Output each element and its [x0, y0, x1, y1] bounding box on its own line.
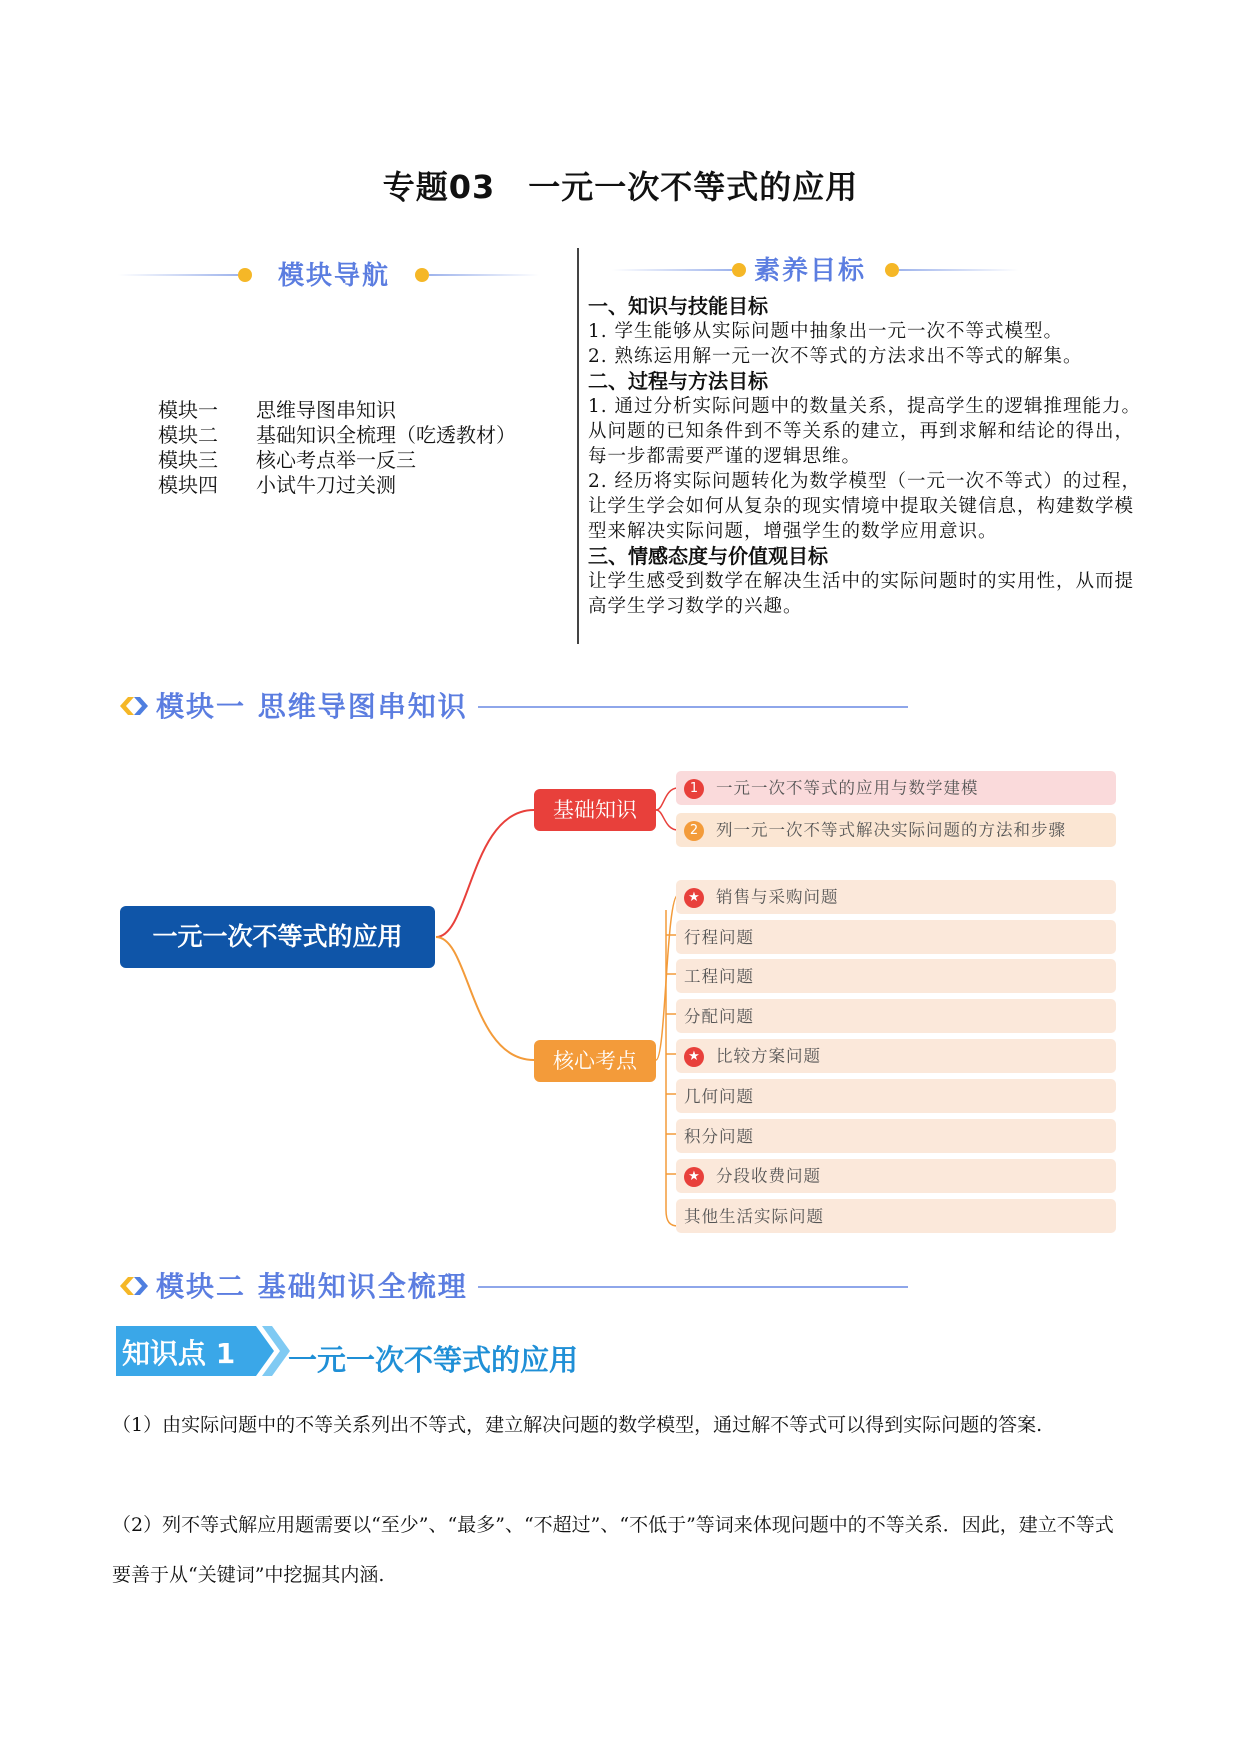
mindmap-leaf[interactable]: [676, 920, 1116, 954]
module1-line: [478, 706, 908, 708]
paragraph: （1）由实际问题中的不等关系列出不等式，建立解决问题的数学模型，通过解不等式可以得到实际问题的答案.: [112, 1414, 1043, 1436]
header-dot-left: [732, 263, 746, 277]
mindmap-node-core[interactable]: 核心考点: [534, 1040, 656, 1082]
header-dot-right: [885, 263, 899, 277]
leaf-text: 比较方案问题: [716, 1046, 821, 1066]
mindmap-leaf[interactable]: [676, 880, 1116, 914]
star-icon: ★: [684, 1047, 704, 1067]
module2-line: [478, 1286, 908, 1288]
number-badge-icon: 1: [684, 779, 704, 799]
nav-item-key: 模块二: [158, 423, 218, 447]
header-line-right: [899, 269, 1019, 271]
nav-item-key: 模块一: [158, 398, 218, 422]
module1-title: 模块一 思维导图串知识: [156, 690, 468, 723]
nav-item-label: 思维导图串知识: [256, 398, 396, 422]
goals-header-text: 素养目标: [754, 256, 867, 286]
header-line-right: [429, 274, 539, 276]
nav-item[interactable]: [158, 423, 516, 448]
header-dot-right: [415, 268, 429, 282]
leaf-text: 销售与采购问题: [716, 887, 839, 907]
paragraph: （2）列不等式解应用题需要以“至少”、“最多”、“不超过”、“不低于”等词来体现问题中的不等关系．因此，建立不等式要善于从“关键词”中挖掘其内涵.: [112, 1514, 1114, 1586]
column-divider: [577, 248, 579, 644]
header-line-left: [118, 274, 238, 276]
leaf-text: 行程问题: [684, 927, 754, 947]
mindmap-root-node[interactable]: 一元一次不等式的应用: [120, 906, 435, 968]
goals-paragraph: 2. 经历将实际问题转化为数学模型（一元一次不等式）的过程，让学生学会如何从复杂的现实情境中提取关键信息，构建数学模型来解决实际问题，增强学生的数学应用意识。: [588, 471, 1142, 542]
leaf-text: 几何问题: [684, 1086, 754, 1106]
nav-header-text: 模块导航: [278, 261, 391, 291]
mindmap-leaf[interactable]: [676, 1079, 1116, 1113]
module-nav-list: [158, 398, 516, 498]
header-line-left: [612, 269, 732, 271]
mindmap-leaf[interactable]: [676, 1119, 1116, 1153]
mindmap-leaf[interactable]: [676, 999, 1116, 1033]
goals-section-title: 一、知识与技能目标: [588, 294, 768, 318]
goals-paragraph: 让学生感受到数学在解决生活中的实际问题时的实用性，从而提高学生学习数学的兴趣。: [588, 571, 1135, 617]
knowledge-point-title: 一元一次不等式的应用: [288, 1343, 579, 1377]
goals-section-title: 二、过程与方法目标: [588, 369, 768, 393]
nav-item[interactable]: [158, 398, 516, 423]
nav-item-label: 小试牛刀过关测: [256, 473, 396, 497]
knowledge-point-tag: [116, 1326, 291, 1376]
module2-header: [118, 1264, 908, 1308]
goals-paragraph: 2. 熟练运用解一元一次不等式的方法求出不等式的解集。: [588, 346, 1083, 367]
goals-paragraph: 1. 通过分析实际问题中的数量关系，提高学生的逻辑推理能力。从问题的已知条件到不等关系的建立，再到求解和结论的得出，每一步都需要严谨的逻辑思维。: [588, 396, 1142, 467]
nav-item-key: 模块四: [158, 473, 218, 497]
mindmap-leaf[interactable]: [676, 1199, 1116, 1233]
nav-item[interactable]: [158, 473, 516, 498]
leaf-text: 积分问题: [684, 1126, 754, 1146]
nav-item[interactable]: [158, 448, 516, 473]
double-chevron-icon: [118, 692, 150, 720]
module1-header: [118, 684, 908, 728]
nav-item-key: 模块三: [158, 448, 218, 472]
star-icon: ★: [684, 1167, 704, 1187]
leaf-text: 一元一次不等式的应用与数学建模: [716, 778, 979, 798]
mindmap-leaf[interactable]: [676, 1039, 1116, 1073]
leaf-text: 分段收费问题: [716, 1166, 821, 1186]
leaf-text: 列一元一次不等式解决实际问题的方法和步骤: [716, 820, 1066, 840]
leaf-text: 其他生活实际问题: [684, 1206, 824, 1226]
leaf-text: 工程问题: [684, 966, 754, 986]
module2-title: 模块二 基础知识全梳理: [156, 1270, 468, 1303]
header-dot-left: [238, 268, 252, 282]
goals-header: [612, 250, 1032, 290]
mindmap-leaf[interactable]: [676, 813, 1116, 847]
leaf-text: 分配问题: [684, 1006, 754, 1026]
mindmap-node-basic[interactable]: 基础知识: [534, 789, 656, 831]
goals-section-title: 三、情感态度与价值观目标: [588, 544, 828, 568]
star-icon: ★: [684, 888, 704, 908]
page-title: 专题03 一元一次不等式的应用: [382, 168, 859, 206]
nav-header: [118, 255, 538, 295]
mindmap-leaf[interactable]: [676, 1159, 1116, 1193]
knowledge-point-tag-text: 知识点 1: [122, 1337, 236, 1370]
double-chevron-icon: [118, 1272, 150, 1300]
mindmap-leaf[interactable]: [676, 959, 1116, 993]
goals-paragraph: 1. 学生能够从实际问题中抽象出一元一次不等式模型。: [588, 321, 1064, 342]
nav-item-label: 基础知识全梳理（吃透教材）: [256, 423, 516, 447]
nav-item-label: 核心考点举一反三: [256, 448, 416, 472]
number-badge-icon: 2: [684, 821, 704, 841]
goals-content: [588, 294, 1148, 619]
mindmap-leaf[interactable]: [676, 771, 1116, 805]
